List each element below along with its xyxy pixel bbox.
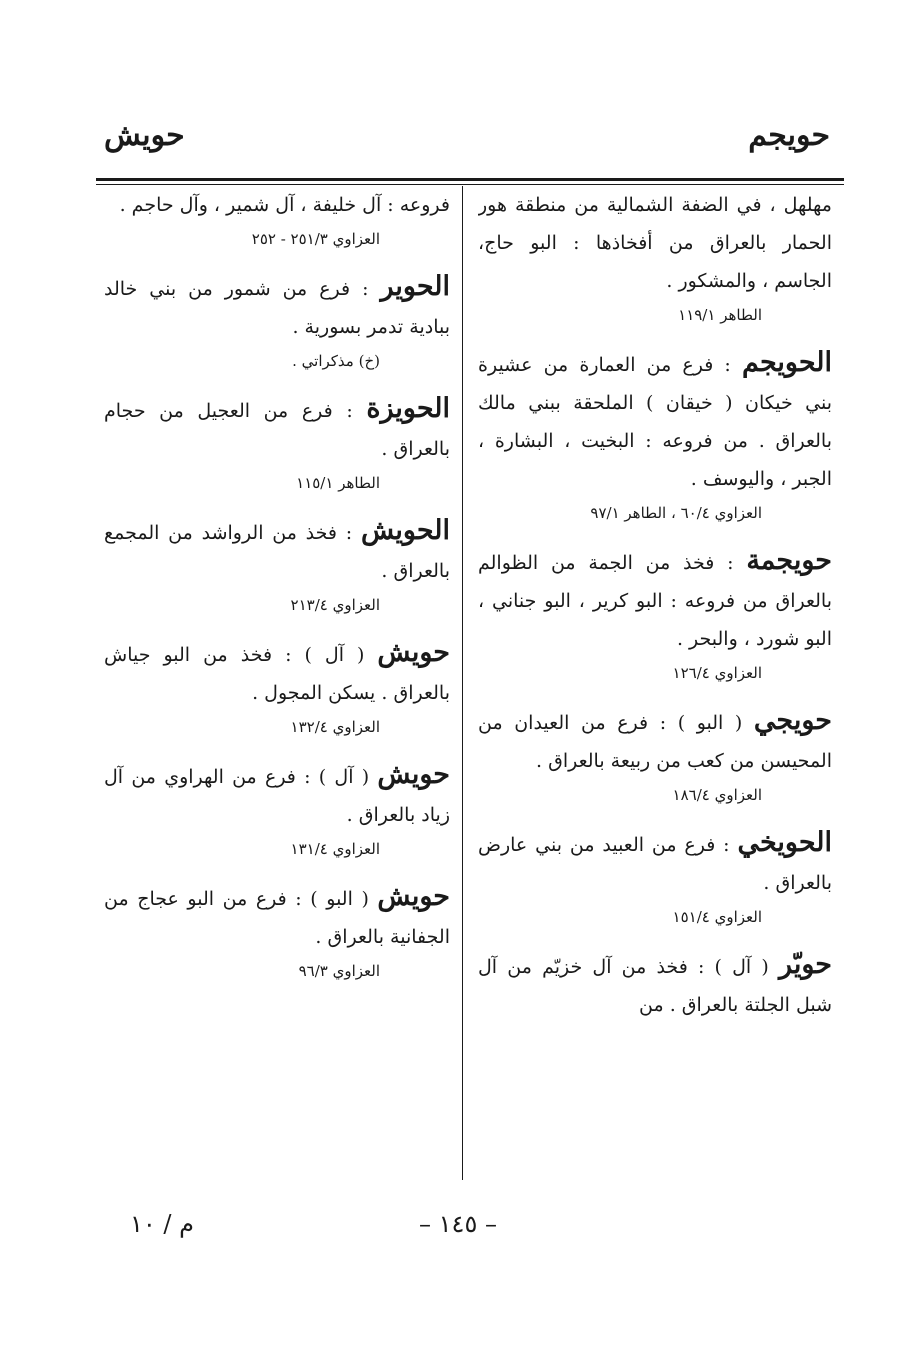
- entry-headword: الحويخي: [737, 827, 832, 858]
- entry-text: ( آل ) : فرع من الهراوي من آل زياد بالعراق .: [104, 766, 450, 826]
- entry-reference: (خ) مذكراتي .: [292, 352, 380, 370]
- entry-headword: الحويش: [360, 515, 450, 546]
- header-rule-thick: [96, 178, 844, 181]
- dictionary-entry: [478, 542, 832, 688]
- entry-text: ( آل ) : فخذ من آل خزيّم من آل شبل الجلتة بالعراق . من: [478, 956, 832, 1016]
- entry-headword: حويجي: [753, 705, 832, 736]
- entry-headword: الحويزة: [366, 393, 450, 424]
- dictionary-entry: [104, 268, 450, 376]
- dictionary-entry: [478, 824, 832, 932]
- entry-reference: العزاوي ٩٦/٣: [298, 962, 380, 980]
- entry-text: : فرع من العمارة من عشيرة بني خيكان ( خيقان ) الملحقة ببني مالك بالعراق . من فروعه : البخيت ، البشارة ، الجبر ، واليوسف .: [478, 354, 832, 490]
- entry-headword: حويش: [377, 881, 450, 912]
- entry-reference: العزاوي ٦٠/٤ ، الطاهر ٩٧/١: [590, 504, 762, 522]
- entry-reference: العزاوي ١٣٢/٤: [290, 718, 380, 736]
- entry-headword: حويش: [377, 637, 450, 668]
- dictionary-entry: [104, 634, 450, 742]
- entry-headword: حويجمة: [746, 545, 832, 576]
- entry-headword: حويّر: [778, 949, 832, 980]
- column-divider: [462, 186, 463, 1180]
- entry-text: مهلهل ، في الضفة الشمالية من منطقة هور الحمار بالعراق من أفخاذها : البو حاج، الجاسم ، والمشكور .: [478, 194, 832, 292]
- dictionary-entry: [478, 702, 832, 810]
- entry-headword: الحوير: [380, 271, 450, 302]
- dictionary-entry: [478, 946, 832, 1024]
- entry-reference: الطاهر ١١٥/١: [296, 474, 380, 492]
- entry-reference: العزاوي ١٥١/٤: [672, 908, 762, 926]
- header-rule-thin: [96, 184, 844, 185]
- dictionary-entry: [104, 756, 450, 864]
- entry-reference: العزاوي ١٨٦/٤: [672, 786, 762, 804]
- entry-reference: العزاوي ١٢٦/٤: [672, 664, 762, 682]
- entry-headword: حويش: [377, 759, 450, 790]
- entry-reference: العزاوي ٢١٣/٤: [290, 596, 380, 614]
- entry-text: ( البو ) : فرع من البو عجاج من الجفانية بالعراق .: [104, 888, 450, 948]
- entry-reference: الطاهر ١١٩/١: [678, 306, 762, 324]
- right-column: [478, 186, 832, 1180]
- entry-text: : فرع من العبيد من بني عارض بالعراق .: [478, 834, 832, 894]
- entry-headword: الحويجم: [741, 347, 832, 378]
- entry-text: : فرع من العجيل من حجام بالعراق .: [104, 400, 450, 460]
- dictionary-entry: [104, 878, 450, 986]
- dictionary-entry: [104, 512, 450, 620]
- entry-reference: العزاوي ٢٥١/٣ - ٢٥٢: [251, 230, 380, 248]
- entry-text: : فخذ من الجمة من الظوالم بالعراق من فروعه : البو كرير ، البو جناني ، البو شورد ، والبحر .: [478, 552, 832, 650]
- entry-text: : فرع من شمور من بني خالد ببادية تدمر بسورية .: [104, 278, 450, 338]
- page-number: – ١٤٥ –: [419, 1210, 497, 1238]
- entry-text: فروعه : آل خليفة ، آل شمير ، وآل حاجم .: [119, 194, 450, 216]
- running-header-right: حويجم: [748, 118, 830, 153]
- continuation-entry: [478, 186, 832, 330]
- entry-text: : فخذ من الرواشد من المجمع بالعراق .: [104, 522, 450, 582]
- dictionary-entry: [104, 390, 450, 498]
- running-header-left: حويش: [104, 118, 185, 153]
- entry-text: ( آل ) : فخذ من البو جياش بالعراق . يسكن المجول .: [104, 644, 450, 704]
- entry-text: ( البو ) : فرع من العيدان من المحيسن من كعب من ربيعة بالعراق .: [478, 712, 832, 772]
- continuation-entry: [104, 186, 450, 254]
- dictionary-entry: [478, 344, 832, 528]
- entry-reference: العزاوي ١٣١/٤: [290, 840, 380, 858]
- signature-mark: م / ١٠: [130, 1210, 194, 1238]
- left-column: [104, 186, 450, 1180]
